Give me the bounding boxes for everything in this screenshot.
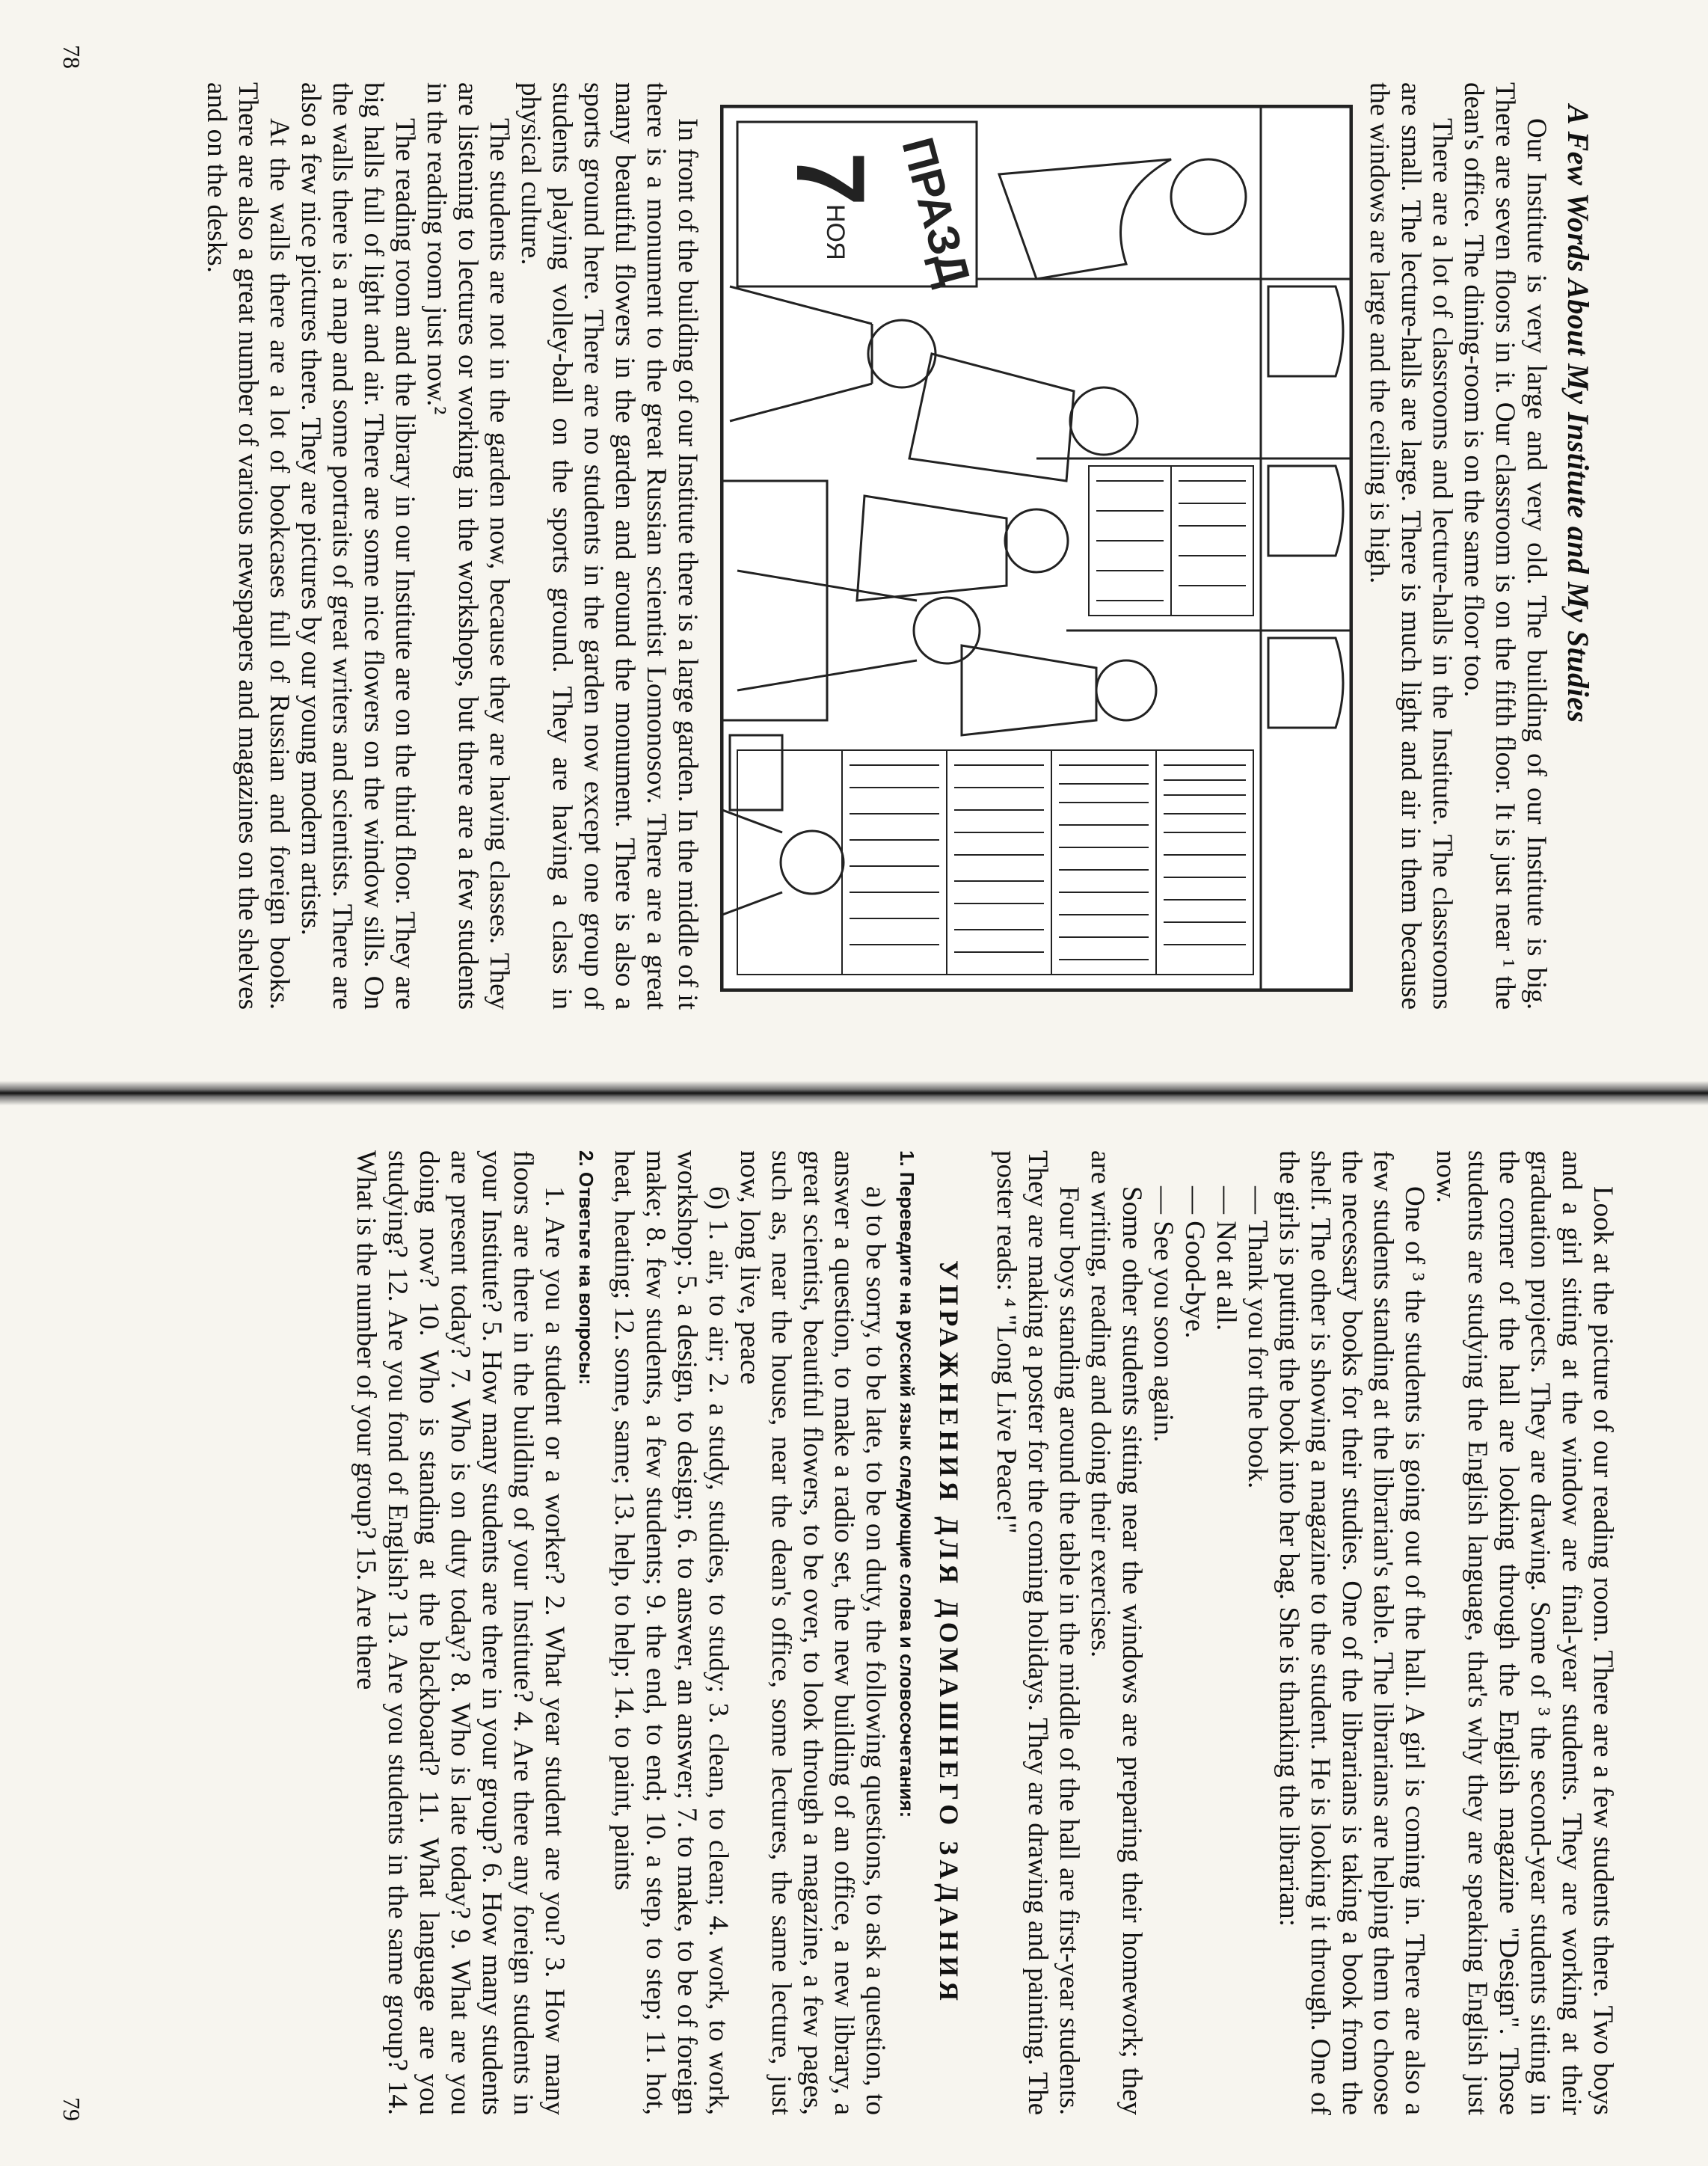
intro-paragraph-2: There are a lot of classrooms and lecture-halls in the Institute. The classrooms are small. The lecture-halls are large. There is much light and air in them because the windows are large and the ceiling is high. xyxy=(1364,82,1457,1010)
exercise-2-text: 1. Are you a student or a worker? 2. What year student are you? 3. How many floors are there in the building of your Institute? 4. Are there any foreign students in your Institute? 5. How many students are there in your group? 6. How many students are present today? 7. Who is on duty today? 8. Who is late today? 9. What are you doing now? 10. Who is standing at the blackboard? 11. What language are you studying? 12. Are you fond of English? 13. Are you students in the same group? 14. What is the number of your group? 15. Are there xyxy=(351,1150,570,2115)
page-number-left: 78 xyxy=(58,45,85,69)
right-text-column xyxy=(350,1150,1618,2115)
body-paragraph-2: The students are not in the garden now, because they are having classes. They are listening to lectures or working in the workshops, but there are a few students in the reading room just now.² xyxy=(421,82,514,1010)
dialogue-line-4: — See you soon again. xyxy=(1148,1186,1179,1443)
intro-paragraph-1: Our Institute is very large and very old. The building of our Institute is big. There are seven floors in it. Our classroom is on the fifth floor. It is just near ¹ the dean's office. The dining-room is on the same floor too. xyxy=(1458,82,1552,1010)
exercise-2-heading: 2. Ответьте на вопросы: xyxy=(575,1150,598,1385)
left-text-column xyxy=(200,82,1596,1010)
book-gutter xyxy=(0,1081,1708,1105)
reading-room-paragraph-2: One of ³ the students is going out of the hall. A girl is coming in. There are also a few students standing at the librarian's table. The librarians are helping them to choose the necessary books for their studies. One of the librarians is taking a book from the shelf. The other is showing a magazine to the student. He is looking it through. One of the girls is putting the book into her bag. She is thanking the librarian: xyxy=(1274,1150,1430,2115)
poster-text-2: 7 xyxy=(776,152,885,206)
dialogue-line-1: — Thank you for the book. xyxy=(1242,1186,1273,1489)
dialogue-line-2: — Not at all. xyxy=(1211,1186,1241,1331)
body-paragraph-3: The reading room and the library in our Institute are on the third floor. They are big halls full of light and air. There are some nice flowers on the window sills. On the walls there is a map and some portraits of great writers and scientists. There are also a few nice pictures there. They are pictures by our young modern artists. xyxy=(295,82,420,1010)
reading-room-paragraph-1: Look at the picture of our reading room. There are a few students there. Two boys and a girl sitting at the window are final-year students. They are working at their graduation projects. They are drawing. Some of ³ the second-year students sitting in the corner of the hall are looking through the English magazine "Design". Those students are studying the English language, that's why they are speaking English just now. xyxy=(1431,1150,1618,2115)
exercise-1-heading: 1. Переведите на русский язык следующие слова и словосочетания: xyxy=(896,1150,918,1818)
poster-text-1: ПРАЗД xyxy=(892,132,980,291)
right-page xyxy=(0,1105,1708,2166)
page-number-right: 79 xyxy=(58,2097,85,2121)
poster-text-3: НОЯ xyxy=(821,204,850,260)
body-paragraph-4: At the walls there are a lot of bookcases full of Russian and foreign books. There are also a great number of various newspapers and magazines on the shelves and on the desks. xyxy=(201,82,295,1010)
closing-paragraph-2: Four boys standing around the table in the middle of the hall are first-year students. They are making a poster for the coming holidays. They are drawing and painting. The poster reads: ⁴ "Long Live Peace!" xyxy=(991,1150,1084,2115)
reading-room-illustration xyxy=(720,105,1353,992)
exercise-1b-text: б) 1. air, to air; 2. a study, studies, to study; 3. clean, to clean; 4. work, to work, workshop; 5. a design, to design; 6. to answer, an answer; 7. to make, to be of foreign make; 8. few students, a few students; 9. the end, to end; 10. a step, to step; 11. hot, heat, heating; 12. some, same; 13. help, to help; 14. to paint, paints xyxy=(609,1150,734,2115)
exercise-1a-text: а) to be sorry, to be late, to be on duty, the following questions, to ask a question, to answer a question, to make a radio set, the new building of an office, a new library, a great scientist, beautiful flowers, to be over, to look through a magazine, a few pages, such as, near the house, near the dean's office, some lectures, the same lecture, just now, long live, peace xyxy=(734,1150,891,2115)
dialogue-line-3: — Good-bye. xyxy=(1179,1186,1210,1339)
body-paragraph-1: In front of the building of our Institute there is a large garden. In the middle of it there is a monument to the great Russian scientist Lomonosov. There are a great many beautiful flowers in the garden and around the monument. There is also a sports ground here. There are no students in the garden now except one group of students playing volley-ball on the sports ground. They are having a class in physical culture. xyxy=(515,82,703,1010)
article-title: A Few Words About My Institute and My Studies xyxy=(1561,105,1595,723)
poster xyxy=(737,122,980,291)
closing-paragraph-1: Some other students sitting near the windows are preparing their homework; they are writing, reading and doing their exercises. xyxy=(1085,1150,1147,2115)
exercises-title: УПРАЖНЕНИЯ ДЛЯ ДОМАШНЕГО ЗАДАНИЯ xyxy=(934,1260,964,2006)
left-page xyxy=(0,0,1708,1081)
